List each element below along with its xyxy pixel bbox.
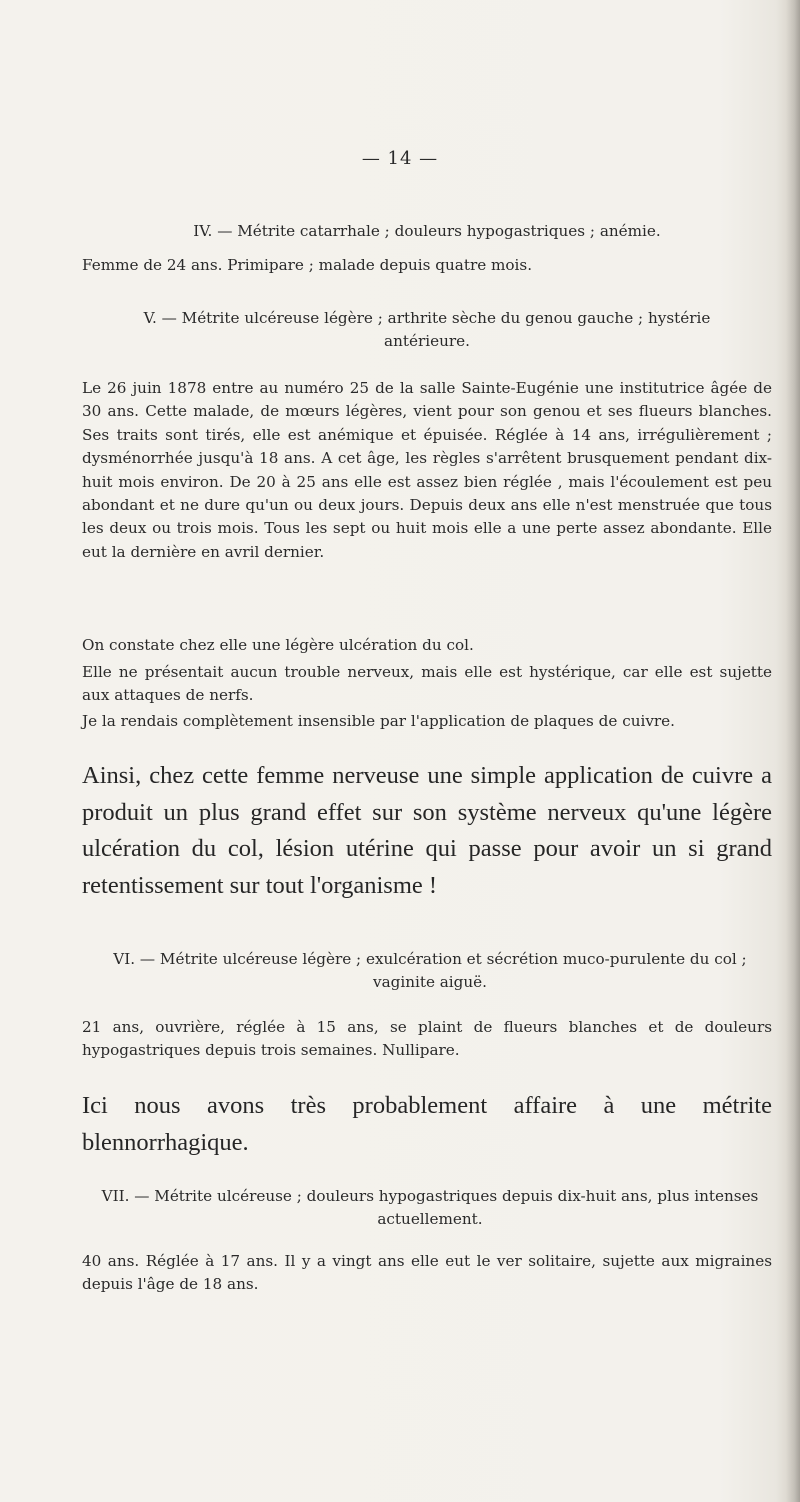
- case-v-treatment-block: [82, 710, 772, 733]
- case-v-hysteria-block: [82, 661, 772, 708]
- case-v-body-block: [82, 377, 772, 564]
- case-iv: [82, 220, 772, 243]
- case-v-heading-block: [112, 307, 742, 354]
- case-v-heading: V. — Métrite ulcéreuse légère ; arthrite sèche du genou gauche ; hystérie antérieure.: [143, 309, 711, 351]
- page-edge-shadow: [786, 0, 800, 1502]
- case-vii-body: 40 ans. Réglée à 17 ans. Il y a vingt ans elle eut le ver solitaire, sujette aux migraines depuis l'âge de 18 ans.: [82, 1252, 772, 1294]
- case-vi-body-block: [82, 1016, 772, 1063]
- case-v-commentary: Ainsi, chez cette femme nerveuse une simple application de cuivre a produit un plus grand effet sur son système nerveux qu'une légère ulcération du col, lésion utérine qui passe pour avoir un si grand retentissement sur tout l'organisme !: [82, 762, 772, 899]
- case-v-paragraph-3: Elle ne présentait aucun trouble nerveux, mais elle est hystérique, car elle est sujette aux attaques de nerfs.: [82, 663, 772, 705]
- case-iv-heading: IV. — Métrite catarrhale ; douleurs hypogastriques ; anémie.: [193, 222, 661, 240]
- case-iv-body: Femme de 24 ans. Primipare ; malade depuis quatre mois.: [82, 256, 533, 274]
- case-vii-heading-block: [100, 1185, 760, 1232]
- case-v-observation-block: [82, 634, 772, 657]
- case-v-paragraph-2: On constate chez elle une légère ulcération du col.: [82, 636, 474, 654]
- case-iv-body-block: [82, 254, 772, 277]
- case-vi-heading: VI. — Métrite ulcéreuse légère ; exulcération et sécrétion muco-purulente du col ; vaginite aiguë.: [113, 950, 747, 992]
- case-v-paragraph-1: Le 26 juin 1878 entre au numéro 25 de la salle Sainte-Eugénie une institutrice âgée de 30 ans. Cette malade, de mœurs légères, vient pour son genou et ses flueurs blanches. Ses traits sont tirés, elle est anémique et épuisée. Réglée à 14 ans, irrégulièrement ; dysménorrhée jusqu'à 18 ans. A cet âge, les règles s'arrêtent brusquement pendant dix-huit mois environ. De 20 à 25 ans elle est assez bien réglée , mais l'écoulement est peu abondant et ne dure qu'un ou deux jours. Depuis deux ans elle n'est menstruée que tous les deux ou trois mois. Tous les sept ou huit mois elle a une perte assez abondante. Elle eut la dernière en avril dernier.: [82, 379, 772, 561]
- case-vi-commentary: Ici nous avons très probablement affaire à une métrite blennorrhagique.: [82, 1092, 772, 1156]
- case-vi-body: 21 ans, ouvrière, réglée à 15 ans, se plaint de flueurs blanches et de douleurs hypogastriques depuis trois semaines. Nullipare.: [82, 1018, 772, 1060]
- case-v-paragraph-4: Je la rendais complètement insensible par l'application de plaques de cuivre.: [82, 712, 675, 730]
- case-vii-body-block: [82, 1250, 772, 1297]
- case-vii-heading: VII. — Métrite ulcéreuse ; douleurs hypogastriques depuis dix-huit ans, plus intenses actuellement.: [101, 1187, 759, 1229]
- case-vi-heading-block: [100, 948, 760, 995]
- page-number: — 14 —: [361, 148, 439, 169]
